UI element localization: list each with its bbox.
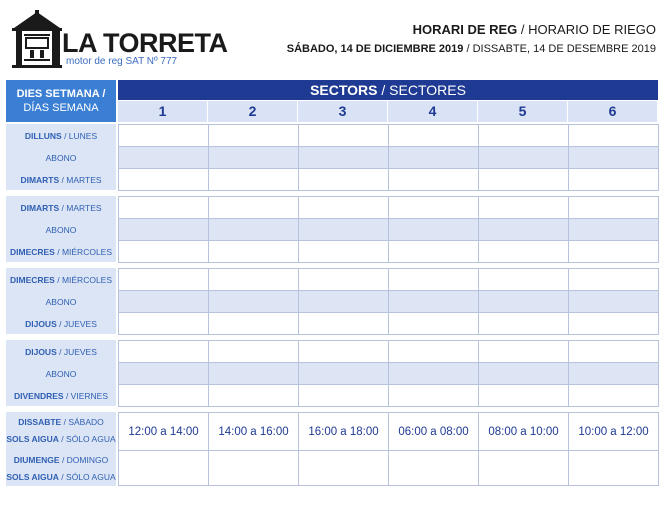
day-label: DIJOUS / JUEVES [25,319,97,329]
time-range: 12:00 a 14:00 [128,425,199,438]
schedule-cell [388,168,479,191]
schedule-cell [478,290,569,313]
day-label: ABONO [45,153,77,163]
schedule-cell [118,268,209,291]
schedule-cell [388,240,479,263]
logo [10,10,228,72]
schedule-cell [118,218,209,241]
saturday-time-cell [568,412,659,451]
schedule-cell [388,362,479,385]
schedule-cell [388,384,479,407]
schedule-cell [118,290,209,313]
sector-number-2: 2 [208,101,297,122]
schedule-cell [478,384,569,407]
day-label: DIMECRES / MIÉRCOLES [9,247,113,257]
schedule-cell [568,340,659,363]
time-range: 16:00 a 18:00 [308,425,379,438]
page-date: SÁBADO, 14 DE DICIEMBRE 2019 / DISSABTE, 14 DE DESEMBRE 2019 [286,43,656,55]
sectors-header: SECTORS / SECTORES [118,80,658,100]
schedule-cell [298,146,389,169]
schedule-cell [118,124,209,147]
day-label: DIUMENGE / DOMINGO [13,455,109,465]
sector-number-6: 6 [568,101,657,122]
page-header [0,0,666,78]
schedule-cell [118,240,209,263]
schedule-cell [568,240,659,263]
schedule-cell [298,124,389,147]
schedule-cell [118,362,209,385]
schedule-cell [118,312,209,335]
schedule-cell [568,290,659,313]
saturday-time-cell [208,412,299,451]
schedule-cell [208,384,299,407]
schedule-cell [568,124,659,147]
day-label: SOLS AIGUA / SÓLO AGUA [6,434,116,444]
schedule-cell [388,340,479,363]
schedule-cell [298,312,389,335]
schedule-cell [568,312,659,335]
day-label: ABONO [45,225,77,235]
days-column-header: DIES SETMANA / DÍAS SEMANA [6,80,116,122]
schedule-cell [208,290,299,313]
day-label: DISSABTE / SÁBADO [18,417,104,427]
schedule-cell [478,340,569,363]
schedule-cell [118,384,209,407]
day-label: DIVENDRES / VIERNES [14,391,108,401]
schedule-cell [208,218,299,241]
schedule-cell [568,146,659,169]
schedule-cell [118,146,209,169]
schedule-cell [298,384,389,407]
schedule-cell [208,240,299,263]
sunday-time-cell [118,450,209,486]
schedule-cell [478,124,569,147]
header-titles [287,22,656,55]
schedule-cell [298,240,389,263]
schedule-cell [298,218,389,241]
sector-number-1: 1 [118,101,207,122]
sunday-time-cell [568,450,659,486]
schedule-cell [568,362,659,385]
sunday-time-cell [298,450,389,486]
saturday-time-cell [478,412,569,451]
schedule-cell [388,268,479,291]
schedule-cell [118,340,209,363]
day-label: DIJOUS / JUEVES [25,347,97,357]
schedule-cell [478,240,569,263]
schedule-cell [208,168,299,191]
time-range: 08:00 a 10:00 [488,425,559,438]
day-label: DIMARTS / MARTES [20,203,102,213]
day-label: ABONO [45,297,77,307]
schedule-cell [478,268,569,291]
sunday-time-cell [208,450,299,486]
schedule-cell [478,196,569,219]
schedule-cell [118,196,209,219]
sector-number-4: 4 [388,101,477,122]
schedule-cell [298,268,389,291]
saturday-time-cell [118,412,209,451]
schedule-cell [388,196,479,219]
schedule-cell [478,146,569,169]
schedule-cell [208,146,299,169]
schedule-cell [208,124,299,147]
time-range: 14:00 a 16:00 [218,425,289,438]
page-title: HORARI DE REG / HORARIO DE RIEGO [412,22,656,37]
sunday-time-cell [478,450,569,486]
saturday-time-cell [388,412,479,451]
schedule-cell [298,362,389,385]
day-label: SOLS AIGUA / SÓLO AGUA [6,472,116,482]
day-label: DIMARTS / MARTES [20,175,102,185]
schedule-cell [478,312,569,335]
tower-icon [10,10,64,70]
schedule-cell [298,340,389,363]
saturday-time-cell [298,412,389,451]
time-range: 10:00 a 12:00 [578,425,649,438]
schedule-cell [568,384,659,407]
schedule-cell [208,362,299,385]
schedule-cell [568,218,659,241]
schedule-cell [478,362,569,385]
schedule-cell [208,312,299,335]
day-label: ABONO [45,369,77,379]
schedule-cell [118,168,209,191]
schedule-cell [208,196,299,219]
day-label: DIMECRES / MIÉRCOLES [9,275,113,285]
schedule-cell [388,312,479,335]
schedule-cell [298,196,389,219]
schedule-cell [208,268,299,291]
schedule-cell [478,218,569,241]
schedule-cell [298,168,389,191]
schedule-cell [568,168,659,191]
sunday-time-cell [388,450,479,486]
sector-number-3: 3 [298,101,387,122]
schedule-cell [568,268,659,291]
schedule-cell [208,340,299,363]
schedule-cell [568,196,659,219]
schedule-cell [388,290,479,313]
brand-tagline: motor de reg SAT Nº 777 [66,56,178,67]
day-label: DILLUNS / LUNES [24,131,98,141]
time-range: 06:00 a 08:00 [398,425,469,438]
sector-number-5: 5 [478,101,567,122]
schedule-cell [388,218,479,241]
brand-name: LA TORRETA [62,28,228,58]
schedule-cell [298,290,389,313]
schedule-cell [478,168,569,191]
schedule-cell [388,124,479,147]
schedule-cell [388,146,479,169]
